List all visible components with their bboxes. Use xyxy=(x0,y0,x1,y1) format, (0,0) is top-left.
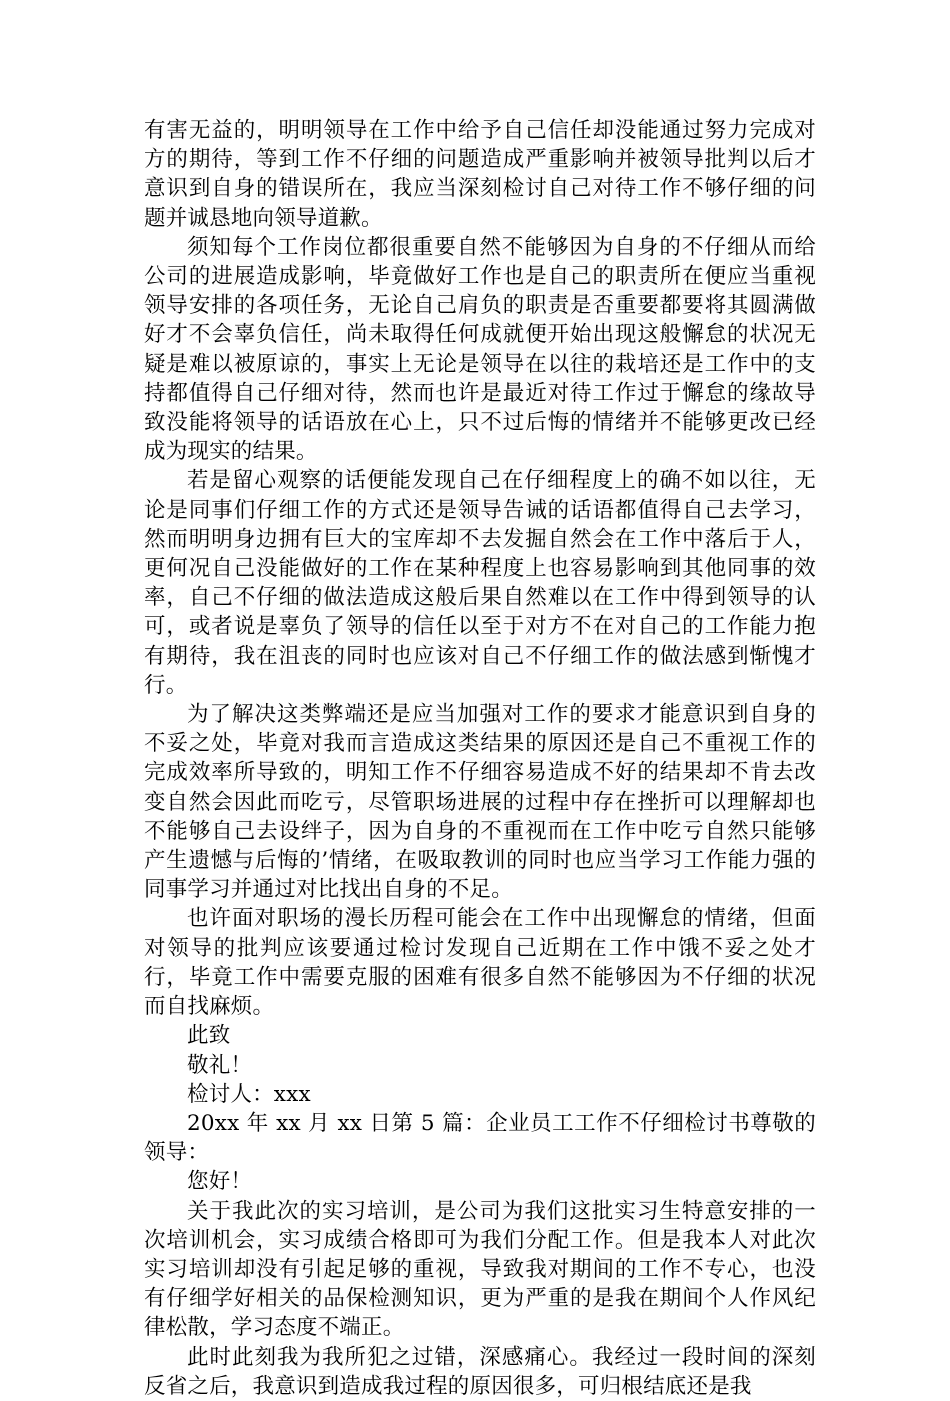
paragraph-5: 也许面对职场的漫长历程可能会在工作中出现懈怠的情绪，但面对领导的批判应该要通过检讨发现自己近期在工作中饿不妥之处才行，毕竟工作中需要克服的困难有很多自然不能够因为不仔细的状况而自找麻烦。 xyxy=(144,906,816,1020)
date-and-next-title: 20xx 年 xx 月 xx 日第 5 篇：企业员工工作不仔细检讨书尊敬的领导： xyxy=(144,1110,816,1166)
paragraph-3: 若是留心观察的话便能发现自己在仔细程度上的确不如以往，无论是同事们仔细工作的方式还是领导告诫的话语都值得自己去学习，然而明明身边拥有巨大的宝库却不去发掘自然会在工作中落后于人，更何况自己没能做好的工作在某种程度上也容易影响到其他同事的效率，自己不仔细的做法造成这般后果自然难以在工作中得到领导的认可，或者说是辜负了领导的信任以至于对方不在对自己的工作能力抱有期待，我在沮丧的同时也应该对自己不仔细工作的做法感到惭愧才行。 xyxy=(144,468,816,698)
closing-salutation: 此致 xyxy=(187,1023,231,1049)
greeting: 您好！ xyxy=(187,1169,253,1195)
paragraph-6: 关于我此次的实习培训，是公司为我们这批实习生特意安排的一次培训机会，实习成绩合格即可为我们分配工作。但是我本人对此次实习培训却没有引起足够的重视，导致我对期间的工作不专心，也没有仔细学好相关的品保检测知识，更为严重的是我在期间个人作风纪律松散，学习态度不端正。 xyxy=(144,1198,816,1341)
paragraph-7: 此时此刻我为我所犯之过错，深感痛心。我经过一段时间的深刻反省之后，我意识到造成我过程的原因很多，可归根结底还是我 xyxy=(144,1344,816,1399)
signature-line: 检讨人：xxx xyxy=(187,1081,311,1107)
paragraph-1: 有害无益的，明明领导在工作中给予自己信任却没能通过努力完成对方的期待，等到工作不仔细的问题造成严重影响并被领导批判以后才意识到自身的错误所在，我应当深刻检讨自己对待工作不够仔细的问题并诚恳地向领导道歉。 xyxy=(144,118,816,231)
document-body xyxy=(144,116,816,1401)
paragraph-2: 须知每个工作岗位都很重要自然不能够因为自身的不仔细从而给公司的进展造成影响，毕竟做好工作也是自己的职责所在便应当重视领导安排的各项任务，无论自己肩负的职责是否重要都要将其圆满做好才不会辜负信任，尚未取得任何成就便开始出现这般懈怠的状况无疑是难以被原谅的，事实上无论是领导在以往的栽培还是工作中的支持都值得自己仔细对待，然而也许是最近对待工作过于懈怠的缘故导致没能将领导的话语放在心上，只不过后悔的情绪并不能够更改已经成为现实的结果。 xyxy=(144,234,816,465)
closing-regards: 敬礼！ xyxy=(187,1052,253,1078)
paragraph-4: 为了解决这类弊端还是应当加强对工作的要求才能意识到自身的不妥之处，毕竟对我而言造成这类结果的原因还是自己不重视工作的完成效率所导致的，明知工作不仔细容易造成不好的结果却不肯去改变自然会因此而吃亏，尽管职场进展的过程中存在挫折可以理解却也不能够自己去设绊子，因为自身的不重视而在工作中吃亏自然只能够产生遗憾与后悔的’情绪，在吸取教训的同时也应当学习工作能力强的同事学习并通过对比找出自身的不足。 xyxy=(144,702,816,903)
